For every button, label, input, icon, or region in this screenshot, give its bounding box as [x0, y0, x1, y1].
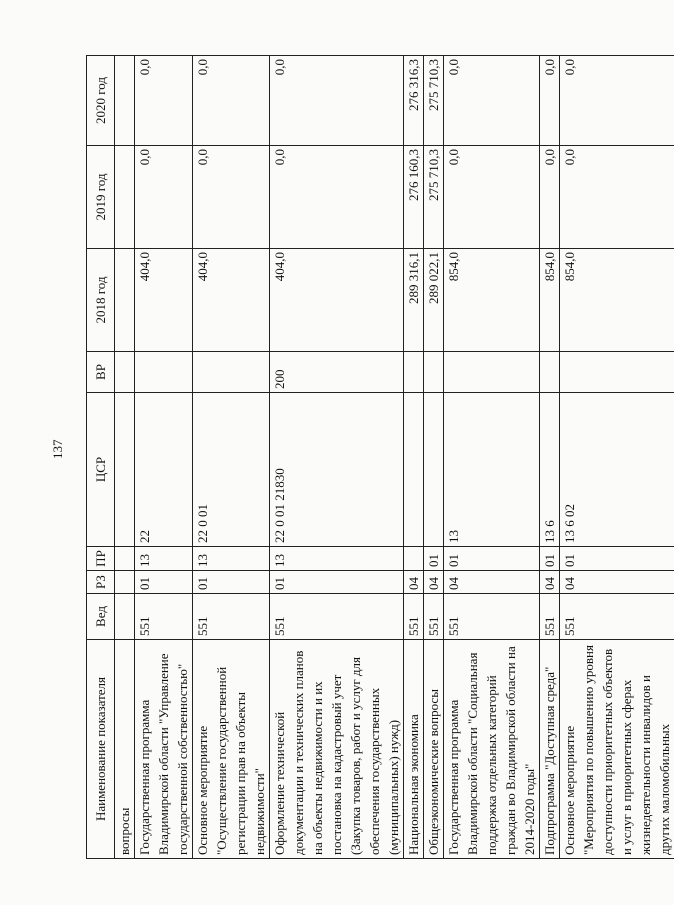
table-row	[193, 56, 270, 859]
cell-2019: 0,0	[540, 146, 560, 249]
cell-2019: 0,0	[270, 146, 404, 249]
col-header-2018: 2018 год	[87, 249, 115, 352]
cell-vr	[115, 352, 135, 393]
cell-ved: 551	[444, 594, 540, 640]
cell-rz: 04	[540, 571, 560, 594]
cell-pr: 13	[193, 547, 270, 571]
cell-rz: 04	[404, 571, 424, 594]
cell-csr: 13 6	[540, 393, 560, 547]
cell-2018: 289 316,1	[404, 249, 424, 352]
cell-csr: 13 6 02	[560, 393, 674, 547]
cell-2019: 275 710,3	[424, 146, 444, 249]
table-row	[404, 56, 424, 859]
cell-rz: 04	[444, 571, 540, 594]
cell-2020: 0,0	[444, 56, 540, 146]
cell-2019: 276 160,3	[404, 146, 424, 249]
cell-csr: 22 0 01 21830	[270, 393, 404, 547]
table-row	[540, 56, 560, 859]
table-row	[135, 56, 193, 859]
cell-2020: 0,0	[135, 56, 193, 146]
col-header-2020: 2020 год	[87, 56, 115, 146]
col-header-rz: РЗ	[87, 571, 115, 594]
cell-2018: 289 022,1	[424, 249, 444, 352]
cell-2020: 275 710,3	[424, 56, 444, 146]
cell-rz	[115, 571, 135, 594]
cell-vr	[424, 352, 444, 393]
cell-pr: 13	[270, 547, 404, 571]
col-header-csr: ЦСР	[87, 393, 115, 547]
cell-rz: 01	[193, 571, 270, 594]
cell-vr	[560, 352, 674, 393]
cell-csr: 22 0 01	[193, 393, 270, 547]
cell-name: Национальная экономика	[404, 640, 424, 859]
table-row	[270, 56, 404, 859]
cell-vr	[540, 352, 560, 393]
cell-rz: 01	[270, 571, 404, 594]
cell-2019: 0,0	[193, 146, 270, 249]
cell-csr: 22	[135, 393, 193, 547]
table-row	[424, 56, 444, 859]
budget-table	[86, 55, 674, 859]
rotated-page	[86, 56, 672, 859]
cell-vr	[444, 352, 540, 393]
cell-csr	[404, 393, 424, 547]
table-row	[115, 56, 135, 859]
cell-csr: 13	[444, 393, 540, 547]
cell-2020: 276 316,3	[404, 56, 424, 146]
cell-pr	[404, 547, 424, 571]
cell-pr: 01	[560, 547, 674, 571]
cell-ved: 551	[560, 594, 674, 640]
cell-2020: 0,0	[540, 56, 560, 146]
cell-2018: 854,0	[560, 249, 674, 352]
col-header-name: Наименование показателя	[87, 640, 115, 859]
cell-2020: 0,0	[270, 56, 404, 146]
cell-name: Общеэкономические вопросы	[424, 640, 444, 859]
cell-name: Основное мероприятие "Мероприятия по повышению уровня доступности приоритетных объектов и услуг в приоритетных сферах жизнедеятельности инвалидов и других маломобильных	[560, 640, 674, 859]
col-header-ved: Вед	[87, 594, 115, 640]
cell-ved: 551	[424, 594, 444, 640]
page-number: 137	[50, 439, 65, 459]
cell-2018: 404,0	[270, 249, 404, 352]
cell-2018: 854,0	[540, 249, 560, 352]
cell-name: Оформление технической документации и технических планов на объекты недвижимости и их постановка на кадастровый учет (Закупка товаров, работ и услуг для обеспечения государственных (муниципальных) нужд)	[270, 640, 404, 859]
cell-pr	[115, 547, 135, 571]
cell-csr	[424, 393, 444, 547]
cell-2018	[115, 249, 135, 352]
cell-name: Основное мероприятие "Осуществление государственной регистрации прав на объекты недвижимости"	[193, 640, 270, 859]
cell-2018: 404,0	[193, 249, 270, 352]
cell-2019: 0,0	[135, 146, 193, 249]
cell-vr	[135, 352, 193, 393]
cell-2019: 0,0	[560, 146, 674, 249]
cell-name: вопросы	[115, 640, 135, 859]
cell-2019	[115, 146, 135, 249]
cell-ved: 551	[135, 594, 193, 640]
col-header-2019: 2019 год	[87, 146, 115, 249]
cell-vr	[404, 352, 424, 393]
cell-ved	[115, 594, 135, 640]
cell-2018: 404,0	[135, 249, 193, 352]
cell-2020	[115, 56, 135, 146]
cell-name: Государственная программа Владимирской области "Управление государственной собственностью"	[135, 640, 193, 859]
cell-ved: 551	[270, 594, 404, 640]
cell-name: Государственная программа Владимирской области "Социальная поддержка отдельных категорий граждан во Владимирской области на 2014-2020 годы"	[444, 640, 540, 859]
cell-rz: 04	[560, 571, 674, 594]
cell-ved: 551	[540, 594, 560, 640]
cell-2020: 0,0	[560, 56, 674, 146]
header-row	[87, 56, 115, 859]
cell-vr	[193, 352, 270, 393]
cell-csr	[115, 393, 135, 547]
cell-name: Подпрограмма "Доступная среда"	[540, 640, 560, 859]
col-header-pr: ПР	[87, 547, 115, 571]
cell-2018: 854,0	[444, 249, 540, 352]
cell-pr: 01	[540, 547, 560, 571]
cell-pr: 01	[444, 547, 540, 571]
cell-2019: 0,0	[444, 146, 540, 249]
cell-pr: 01	[424, 547, 444, 571]
cell-vr: 200	[270, 352, 404, 393]
cell-ved: 551	[193, 594, 270, 640]
table-row	[560, 56, 674, 859]
cell-2020: 0,0	[193, 56, 270, 146]
cell-pr: 13	[135, 547, 193, 571]
cell-rz: 04	[424, 571, 444, 594]
cell-ved: 551	[404, 594, 424, 640]
col-header-vr: ВР	[87, 352, 115, 393]
table-row	[444, 56, 540, 859]
cell-rz: 01	[135, 571, 193, 594]
